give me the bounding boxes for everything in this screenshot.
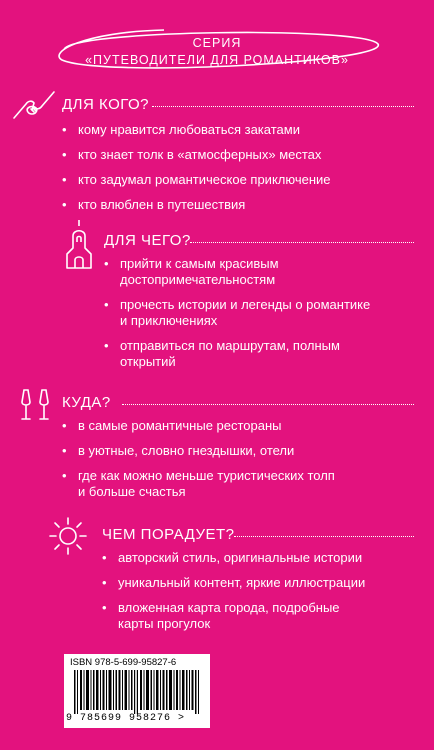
list-item: • вложенная карта города, подробные карты прогулок (102, 600, 365, 632)
series-banner (44, 22, 390, 78)
barcode-bars (74, 670, 200, 714)
holding-hands-icon (12, 88, 56, 127)
section-list-where (62, 418, 335, 509)
list-item: • прочесть истории и легенды о романтике и приключениях (104, 297, 370, 329)
list-item: • кому нравится любоваться закатами (62, 122, 331, 138)
isbn-text: ISBN 978-5-699-95827-6 (70, 657, 177, 668)
list-item: • кто задумал романтическое приключение (62, 172, 331, 188)
tower-icon (64, 218, 94, 275)
champagne-glasses-icon (20, 388, 52, 427)
section-divider (122, 404, 414, 405)
barcode (64, 654, 210, 728)
section-heading-benefits: ЧЕМ ПОРАДУЕТ? (102, 526, 235, 543)
section-divider (234, 536, 414, 537)
section-list-who (62, 122, 331, 222)
list-item: • в уютные, словно гнездышки, отели (62, 443, 335, 459)
list-item: • авторский стиль, оригинальные истории (102, 550, 365, 566)
list-item: • где как можно меньше туристических толп и больше счастья (62, 468, 335, 500)
section-list-benefits (102, 550, 365, 641)
section-divider (190, 242, 414, 243)
section-divider (152, 106, 414, 107)
section-heading-who: ДЛЯ КОГО? (62, 96, 150, 113)
section-heading-where: КУДА? (62, 394, 111, 411)
sun-icon (48, 516, 88, 561)
list-item: • кто знает толк в «атмосферных» местах (62, 147, 331, 163)
section-list-why (104, 256, 370, 379)
list-item: • уникальный контент, яркие иллюстрации (102, 575, 365, 591)
barcode-digits: 9 785699 958276 > (66, 713, 186, 724)
list-item: • кто влюблен в путешествия (62, 197, 331, 213)
series-label: СЕРИЯ (192, 36, 242, 50)
section-heading-why: ДЛЯ ЧЕГО? (104, 232, 191, 249)
series-oval-frame (44, 22, 390, 78)
list-item: • в самые романтичные рестораны (62, 418, 335, 434)
series-title: «ПУТЕВОДИТЕЛИ ДЛЯ РОМАНТИКОВ» (85, 53, 349, 67)
list-item: • отправиться по маршрутам, полным открытий (104, 338, 370, 370)
list-item: • прийти к самым красивым достопримечательностям (104, 256, 370, 288)
